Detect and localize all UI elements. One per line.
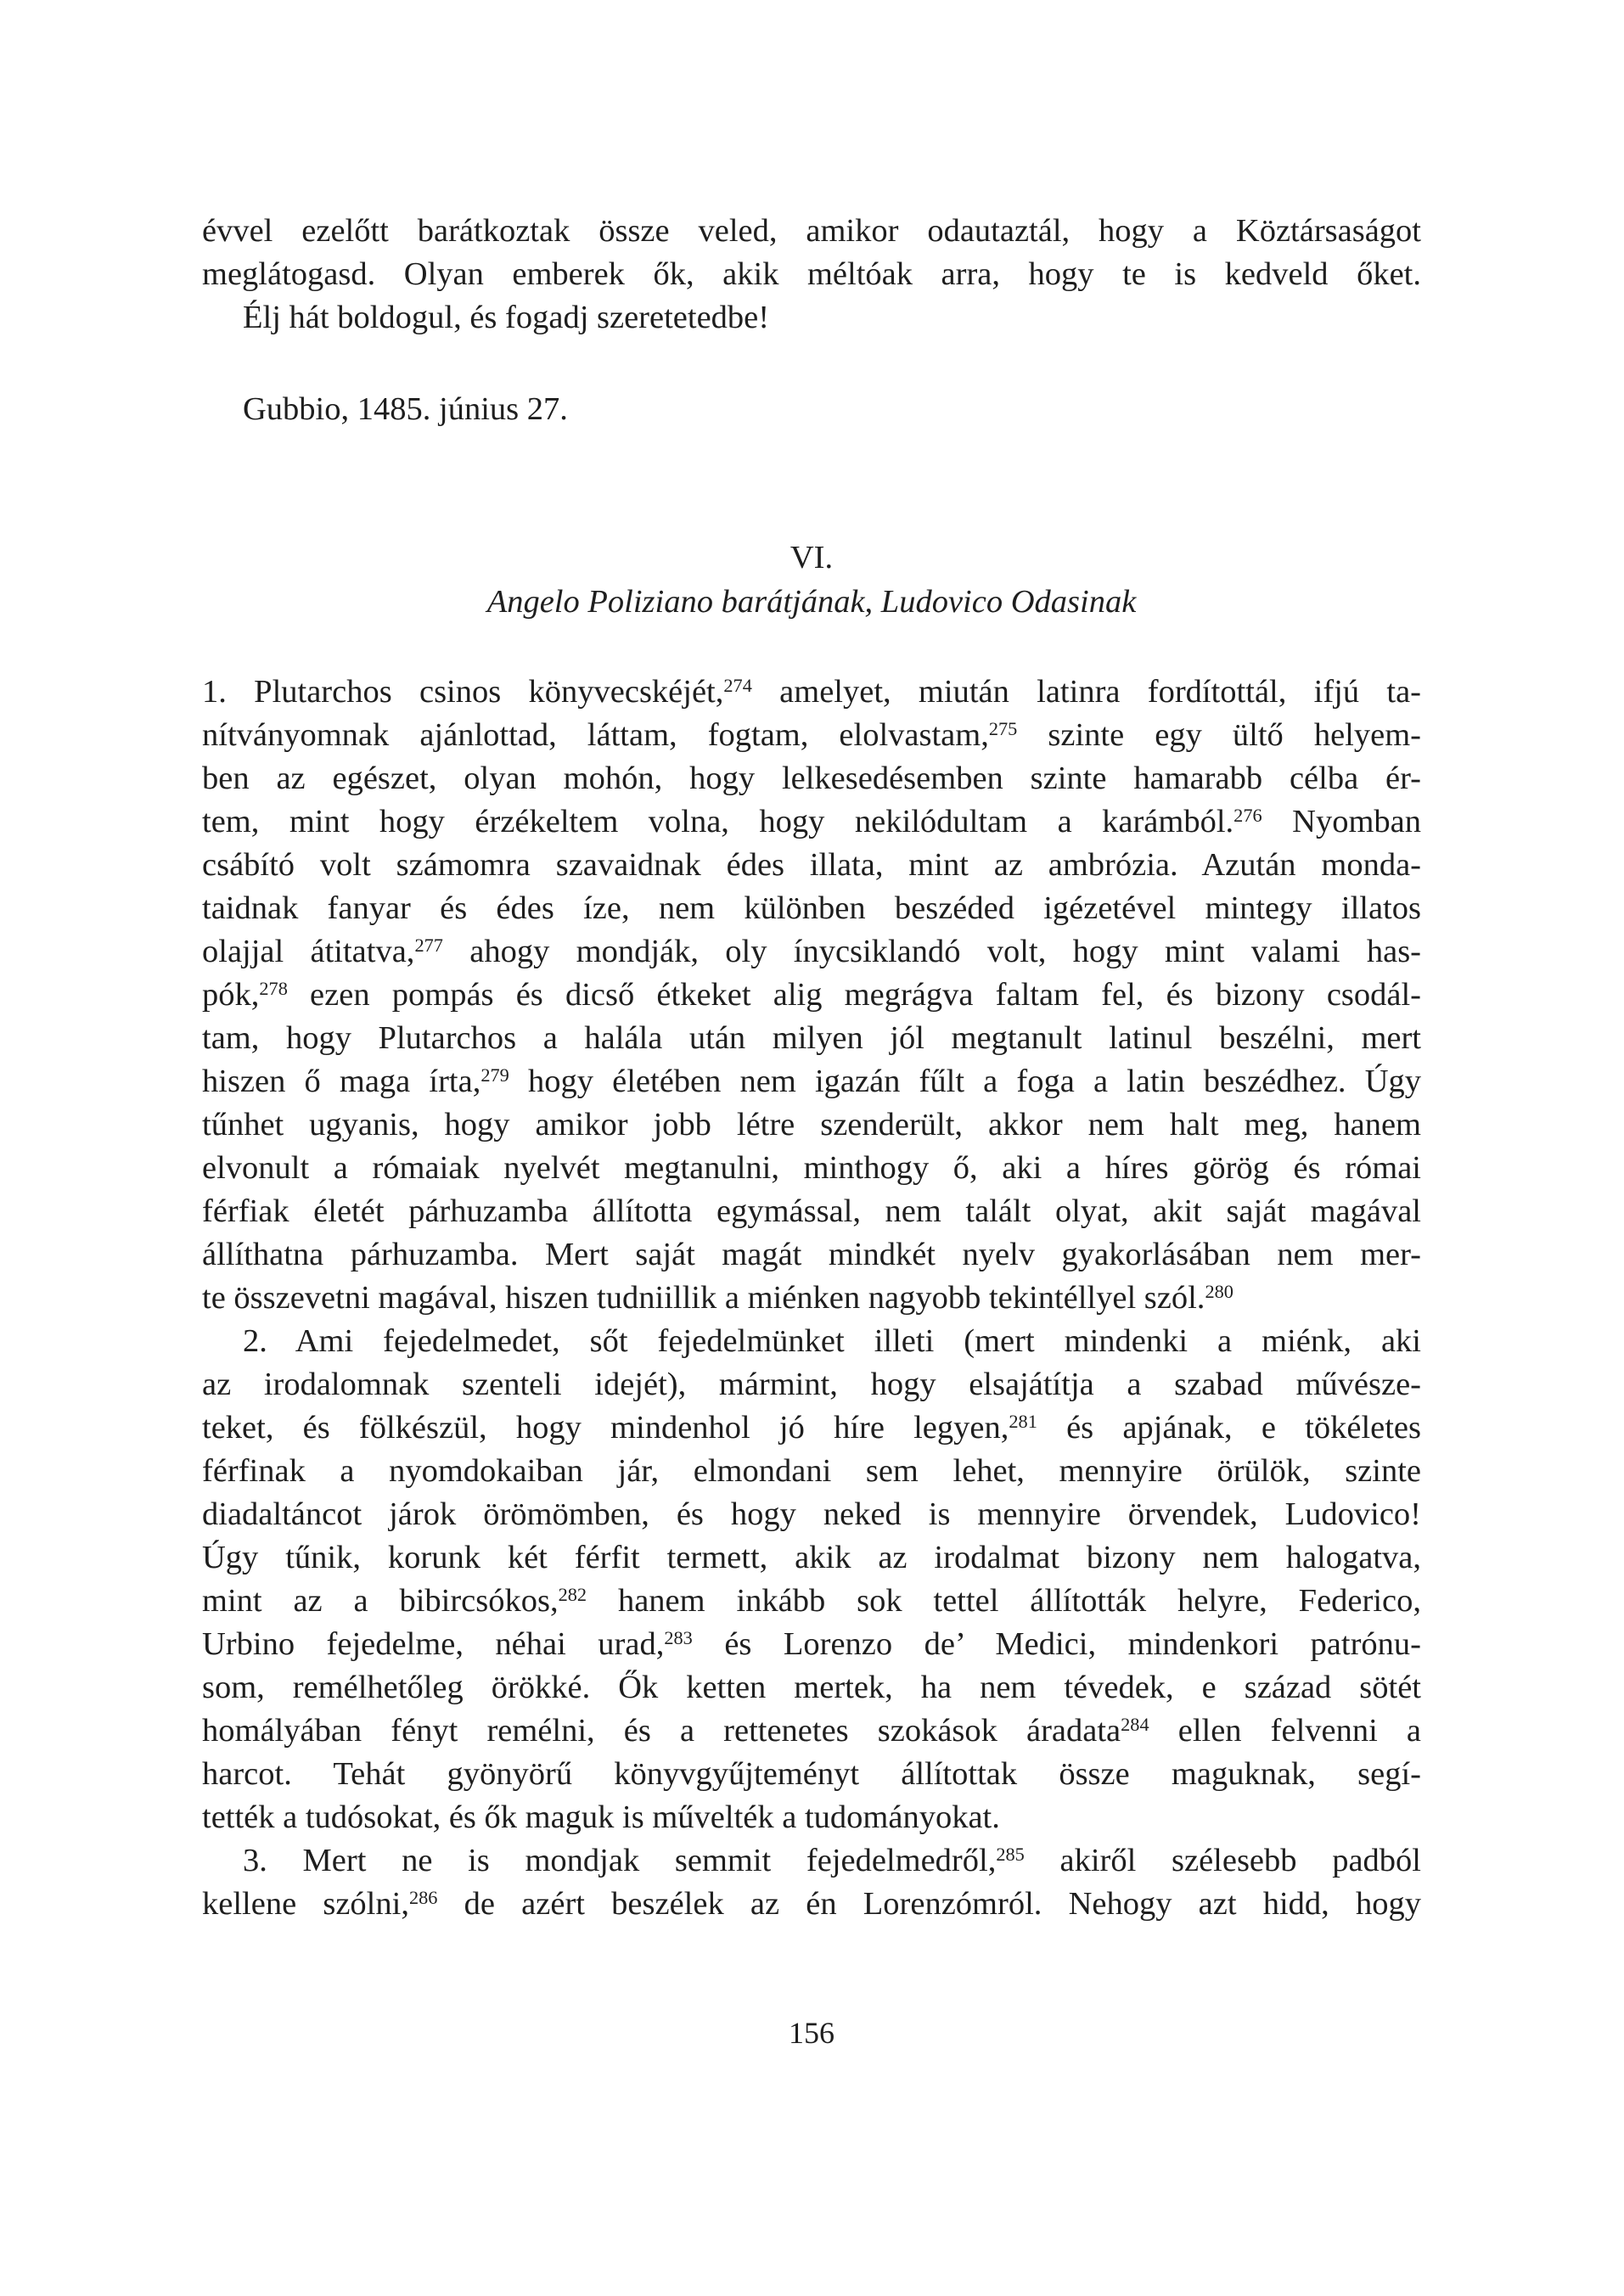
footnote-ref[interactable]: 283 [664, 1626, 693, 1648]
text-segment: tem, mint hogy érzékeltem volna, hogy nekilódultam a karámból. [202, 804, 1234, 839]
body-line [202, 1839, 1421, 1883]
text-segment: Úgy tűnik, korunk két férfit termett, akik az irodalmat bizony nem halogatva, [202, 1540, 1421, 1575]
letter-number: VI. [790, 540, 834, 575]
body-line [202, 1277, 1421, 1320]
text-segment: szinte egy ültő helyem- [1017, 717, 1421, 753]
footnote-ref[interactable]: 285 [996, 1843, 1025, 1865]
body-line [202, 757, 1421, 800]
text-segment: hogy életében nem igazán fűlt a foga a latin beszédhez. Úgy [509, 1064, 1421, 1099]
body-line [202, 1493, 1421, 1536]
text-segment: tűnhet ugyanis, hogy amikor jobb létre szenderült, akkor nem halt meg, hanem [202, 1107, 1421, 1142]
text-segment: az irodalomnak szenteli idejét), mármint, hogy elsajátítja a szabad művésze- [202, 1367, 1421, 1402]
text-segment: Urbino fejedelme, néhai urad, [202, 1626, 665, 1662]
body-line [202, 671, 1421, 714]
body-line [202, 1147, 1421, 1190]
dateline-block [202, 388, 1421, 431]
body-line [202, 1060, 1421, 1103]
footnote-ref[interactable]: 284 [1121, 1713, 1149, 1735]
body-line [202, 1666, 1421, 1709]
page-number: 156 [789, 2016, 834, 2050]
text-segment: pók, [202, 977, 260, 1013]
body-line [202, 1363, 1421, 1406]
text-segment: Nyomban [1262, 804, 1421, 839]
text-segment: de azért beszélek az én Lorenzómról. Nehogy azt hidd, hogy [437, 1886, 1421, 1922]
text-segment: kellene szólni, [202, 1886, 409, 1922]
body-line [202, 1709, 1421, 1753]
body-line [202, 1580, 1421, 1623]
body-line [202, 930, 1421, 974]
text-segment: tették a tudósokat, és ők maguk is művelték a tudományokat. [202, 1799, 1000, 1835]
footnote-ref[interactable]: 279 [480, 1064, 509, 1086]
body-line [202, 1623, 1421, 1666]
text-segment: 1. Plutarchos csinos könyvecskéjét, [202, 674, 724, 710]
body-line [202, 844, 1421, 887]
text-segment: férfinak a nyomdokaiban jár, elmondani sem lehet, mennyire örülök, szinte [202, 1453, 1421, 1489]
body-line [202, 1406, 1421, 1450]
footnote-ref[interactable]: 278 [259, 977, 288, 999]
text-segment: 3. Mert ne is mondjak semmit fejedelmedről, [243, 1843, 997, 1878]
body-line [202, 887, 1421, 930]
text-segment: állíthatna párhuzamba. Mert saját magát mindkét nyelv gyakorlásában nem mer- [202, 1237, 1421, 1272]
text-segment: nítványomnak ajánlottad, láttam, fogtam, elolvastam, [202, 717, 989, 753]
footnote-ref[interactable]: 286 [408, 1886, 438, 1908]
text-segment: taidnak fanyar és édes íze, nem különben beszéded igézetével mintegy illatos [202, 890, 1421, 926]
text-segment: mint az a bibircsókos, [202, 1583, 559, 1619]
body-line [202, 1450, 1421, 1493]
text-segment: 2. Ami fejedelmedet, sőt fejedelmünket illeti (mert mindenki a miénk, aki [243, 1323, 1421, 1359]
dateline: Gubbio, 1485. június 27. [243, 391, 568, 427]
text-line: Élj hát boldogul, és fogadj szeretetedbe! [243, 300, 770, 335]
text-segment: tam, hogy Plutarchos a halála után milyen jól megtanult latinul beszélni, mert [202, 1020, 1421, 1056]
text-segment: férfiak életét párhuzamba állította egymással, nem talált olyat, akit saját magával [202, 1193, 1421, 1229]
body-line [202, 714, 1421, 757]
body-line [202, 1536, 1421, 1580]
text-segment: hanem inkább sok tettel állították helyre, Federico, [587, 1583, 1421, 1619]
footnote-ref[interactable]: 275 [988, 717, 1018, 739]
body-line [202, 1796, 1421, 1839]
intro-paragraph [202, 210, 1421, 340]
text-line: meglátogasd. Olyan emberek ők, akik méltóak arra, hogy te is kedveld őket. [202, 256, 1421, 292]
text-segment: ellen felvenni a [1149, 1713, 1421, 1749]
text-segment: elvonult a rómaiak nyelvét megtanulni, minthogy ő, aki a híres görög és római [202, 1150, 1421, 1186]
text-segment: ahogy mondják, oly ínycsiklandó volt, hogy mint valami has- [442, 934, 1421, 969]
body-line [202, 1017, 1421, 1060]
footnote-ref[interactable]: 280 [1205, 1280, 1233, 1302]
body-line [202, 1753, 1421, 1796]
text-segment: te összevetni magával, hiszen tudniillik a miénken nagyobb tekintéllyel szól. [202, 1280, 1205, 1316]
text-segment: amelyet, miután latinra fordítottál, ifjú ta- [751, 674, 1421, 710]
text-segment: csábító volt számomra szavaidnak édes illata, mint az ambrózia. Azután monda- [202, 847, 1421, 883]
body-line [202, 1883, 1421, 1926]
text-segment: ben az egészet, olyan mohón, hogy lelkesedésemben szinte hamarabb célba ér- [202, 761, 1421, 796]
text-segment: akiről szélesebb padból [1024, 1843, 1421, 1878]
letter-body [202, 671, 1421, 1926]
text-segment: és apjának, e tökéletes [1037, 1410, 1421, 1446]
text-segment: és Lorenzo de’ Medici, mindenkori patrónu- [692, 1626, 1421, 1662]
text-segment: som, remélhetőleg örökké. Ők ketten mertek, ha nem tévedek, e század sötét [202, 1670, 1421, 1705]
text-segment: ezen pompás és dicső étkeket alig megrágva faltam fel, és bizony csodál- [287, 977, 1421, 1013]
text-segment: hiszen ő maga írta, [202, 1064, 481, 1099]
body-line [202, 800, 1421, 844]
letter-title: Angelo Poliziano barátjának, Ludovico Odasinak [486, 584, 1137, 620]
text-segment: olajjal átitatva, [202, 934, 415, 969]
text-line: évvel ezelőtt barátkoztak össze veled, amikor odautaztál, hogy a Köztársaságot [202, 213, 1421, 249]
footnote-ref[interactable]: 281 [1009, 1410, 1037, 1432]
body-line [202, 974, 1421, 1017]
text-segment: harcot. Tehát gyönyörű könyvgyűjteményt állítottak össze maguknak, segí- [202, 1756, 1421, 1792]
body-line [202, 1190, 1421, 1233]
footnote-ref[interactable]: 274 [723, 674, 752, 696]
body-line [202, 1233, 1421, 1277]
footnote-ref[interactable]: 276 [1233, 804, 1262, 826]
text-segment: homályában fényt remélni, és a rettenetes szokások áradata [202, 1713, 1121, 1749]
body-line [202, 1320, 1421, 1363]
body-line [202, 1103, 1421, 1147]
footnote-ref[interactable]: 277 [414, 934, 443, 956]
text-segment: diadaltáncot járok örömömben, és hogy neked is mennyire örvendek, Ludovico! [202, 1496, 1421, 1532]
footnote-ref[interactable]: 282 [558, 1583, 587, 1605]
text-segment: teket, és fölkészül, hogy mindenhol jó híre legyen, [202, 1410, 1009, 1446]
